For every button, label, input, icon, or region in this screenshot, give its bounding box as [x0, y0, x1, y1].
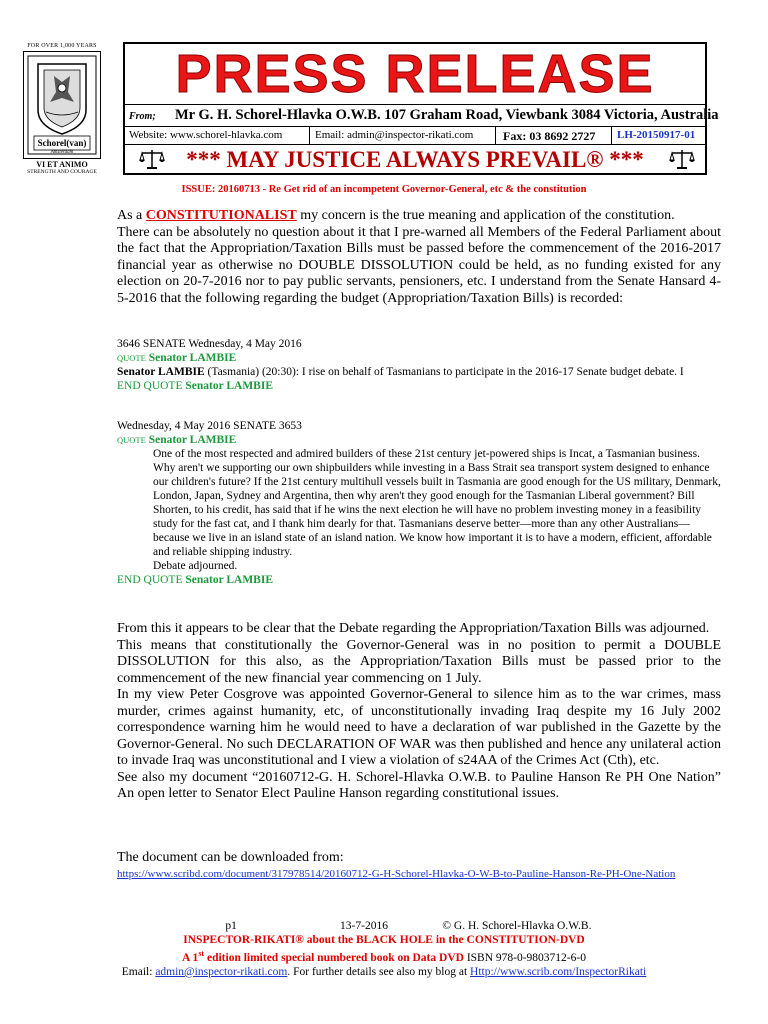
blog-link[interactable]: Http://www.scrib.com/InspectorRikati [470, 965, 647, 978]
intro-prefix: As a [117, 208, 143, 223]
end-quote-label: END QUOTE [117, 574, 183, 586]
issue-line: ISSUE: 20160713 - Re Get rid of an incompetent Governor-General, etc & the constitution [181, 184, 587, 195]
end-quote-speaker: Senator LAMBIE [185, 380, 274, 392]
press-release-title: PRESS RELEASE [175, 44, 655, 104]
quote-label: QUOTE [117, 353, 146, 363]
scales-of-justice-icon [669, 148, 695, 170]
download-link[interactable]: https://www.scribd.com/document/317978514/20160712-G-H-Schorel-Hlavka-O-W-B-to-Pauline-Hanson-Re-PH-One-Nation [117, 867, 676, 880]
sender-row [125, 104, 719, 127]
page-number: p1 [225, 920, 237, 932]
edition-text-a: A 1 [182, 951, 199, 964]
quote-block-2 [117, 419, 721, 587]
reference-number: LH-20150917-01 [617, 129, 696, 141]
page-footer [0, 919, 768, 979]
debate-adjourned: Debate adjourned. [153, 560, 238, 572]
crest-name: Schorel(van) [37, 138, 87, 148]
press-release-header [123, 42, 719, 175]
crest-city: Amsterdam [50, 150, 74, 155]
footer-copyright: © G. H. Schorel-Hlavka O.W.B. [442, 920, 592, 932]
quote-speaker: Senator LAMBIE [148, 434, 237, 446]
email-text: Email: admin@inspector-rikati.com [315, 129, 474, 141]
body-paragraph-1: From this it appears to be clear that the Debate regarding the Appropriation/Taxation Bills was adjourned. [117, 621, 710, 636]
fax-text: Fax: 03 8692 2727 [503, 129, 596, 143]
footer-date: 13-7-2016 [340, 920, 388, 932]
quote1-text: (Tasmania) (20:30): I rise on behalf of Tasmanians to participate in the 2016-17 Senate budget debate. I [207, 366, 684, 378]
website-text: Website: www.schorel-hlavka.com [129, 129, 283, 141]
logo-motto: VI ET ANIMO [36, 160, 88, 169]
quote-label: QUOTE [117, 435, 146, 445]
from-label: From; [129, 111, 156, 122]
download-section [117, 850, 721, 881]
family-crest-logo [22, 43, 102, 183]
body-paragraph-2: This means that constitutionally the Governor-General was in no position to permit a DOUBLE DISSOLUTION for this also, as the Appropriation/Taxation Bills must be passed prior to the commencement of the new financial year commencing on 1 July. [117, 637, 721, 686]
quote1-heading: 3646 SENATE Wednesday, 4 May 2016 [117, 338, 302, 350]
edition-sup: st [198, 949, 205, 958]
quote-block-1 [117, 337, 721, 393]
speaker-name: Senator LAMBIE [117, 366, 205, 378]
sender-address: Mr G. H. Schorel-Hlavka O.W.B. 107 Graham Road, Viewbank 3084 Victoria, Australia [175, 107, 719, 123]
end-quote-label: END QUOTE [117, 380, 183, 392]
dvd-promo: INSPECTOR-RIKATI® about the BLACK HOLE in the CONSTITUTION-DVD [183, 934, 585, 946]
crest-emblem-icon [23, 51, 101, 159]
intro-body: There can be absolutely no question about it that I pre-warned all Members of the Federal Parliament about the fact that the Appropriation/Taxation Bills must be passed before the commencement of the 2016-2017 financial year as otherwise no DOUBLE DISSOLUTION could be held, as no funding existed for any election on 20-7-2016 nor to pay public servants, pensioners, etc. I understand from the Senate Hansard 4-5-2016 that the following regarding the budget (Appropriation/Taxation Bills) is recorded: [117, 224, 721, 306]
email-suffix: . For further details see also my blog at [287, 965, 468, 978]
logo-motto-translation: STRENGTH AND COURAGE [27, 169, 97, 175]
email-prefix: Email: [121, 965, 153, 978]
contact-row [125, 126, 705, 145]
quote-speaker: Senator LAMBIE [148, 352, 237, 364]
quote2-heading: Wednesday, 4 May 2016 SENATE 3653 [117, 420, 302, 432]
isbn: ISBN 978-0-9803712-6-0 [466, 951, 586, 964]
logo-tagline: FOR OVER 1,000 YEARS [27, 43, 97, 49]
quote2-text: One of the most respected and admired builders of these 21st century jet-powered ships is Incat, a Tasmanian business. Why aren't we supporting our own shipbuilders while investing in a Bass Strait sea transport system designed to enhance our children's future? If the 21st century multihull vessels built in Tasmania are good enough for the US military, Denmark, London, Japan, Sydney and Argentina, then why aren't they good enough for the Tasmanian Liberal government? Bill Shorten, to his credit, has said that if he wins the next election he will have no problem investing money in a feasibility study for the fast cat, and I thank him dearly for that. Tasmanians deserve better—more than any other Australians—because we live in an island state of an island nation. We know how important it is to have a modern, efficient, affordable and reliable shipping industry. [153, 448, 721, 558]
slogan-row [125, 144, 705, 174]
intro-paragraph [117, 208, 721, 307]
intro-suffix: my concern is the true meaning and application of the constitution. [300, 208, 675, 223]
main-body [117, 621, 721, 803]
justice-slogan: *** MAY JUSTICE ALWAYS PREVAIL® *** [186, 147, 644, 172]
body-paragraph-4: See also my document “20160712-G. H. Schorel-Hlavka O.W.B. to Pauline Hanson Re PH One Nation” An open letter to Senator Elect Pauline Hanson regarding constitutional issues. [117, 769, 721, 801]
edition-text-b: edition limited special numbered book on Data DVD [204, 951, 464, 964]
body-paragraph-3: In my view Peter Cosgrove was appointed Governor-General to silence him as to the war crimes, mass murder, crimes against humanity, etc, of unconstitutionally invading Iraq despite my 16 July 2002 correspondence warning him he would need to have a declaration of war published in the Gazette by the Governor-General. No such DECLARATION OF WAR was then published and hence any unilateral action to invade Iraq was unconstitutional and I view a violation of s24AA of the Crimes Act (Cth), etc. [117, 687, 721, 768]
download-label: The document can be downloaded from: [117, 850, 344, 865]
end-quote-speaker: Senator LAMBIE [185, 574, 274, 586]
footer-email-link[interactable]: admin@inspector-rikati.com [155, 965, 288, 978]
constitutionalist-highlight: CONSTITUTIONALIST [145, 208, 297, 223]
